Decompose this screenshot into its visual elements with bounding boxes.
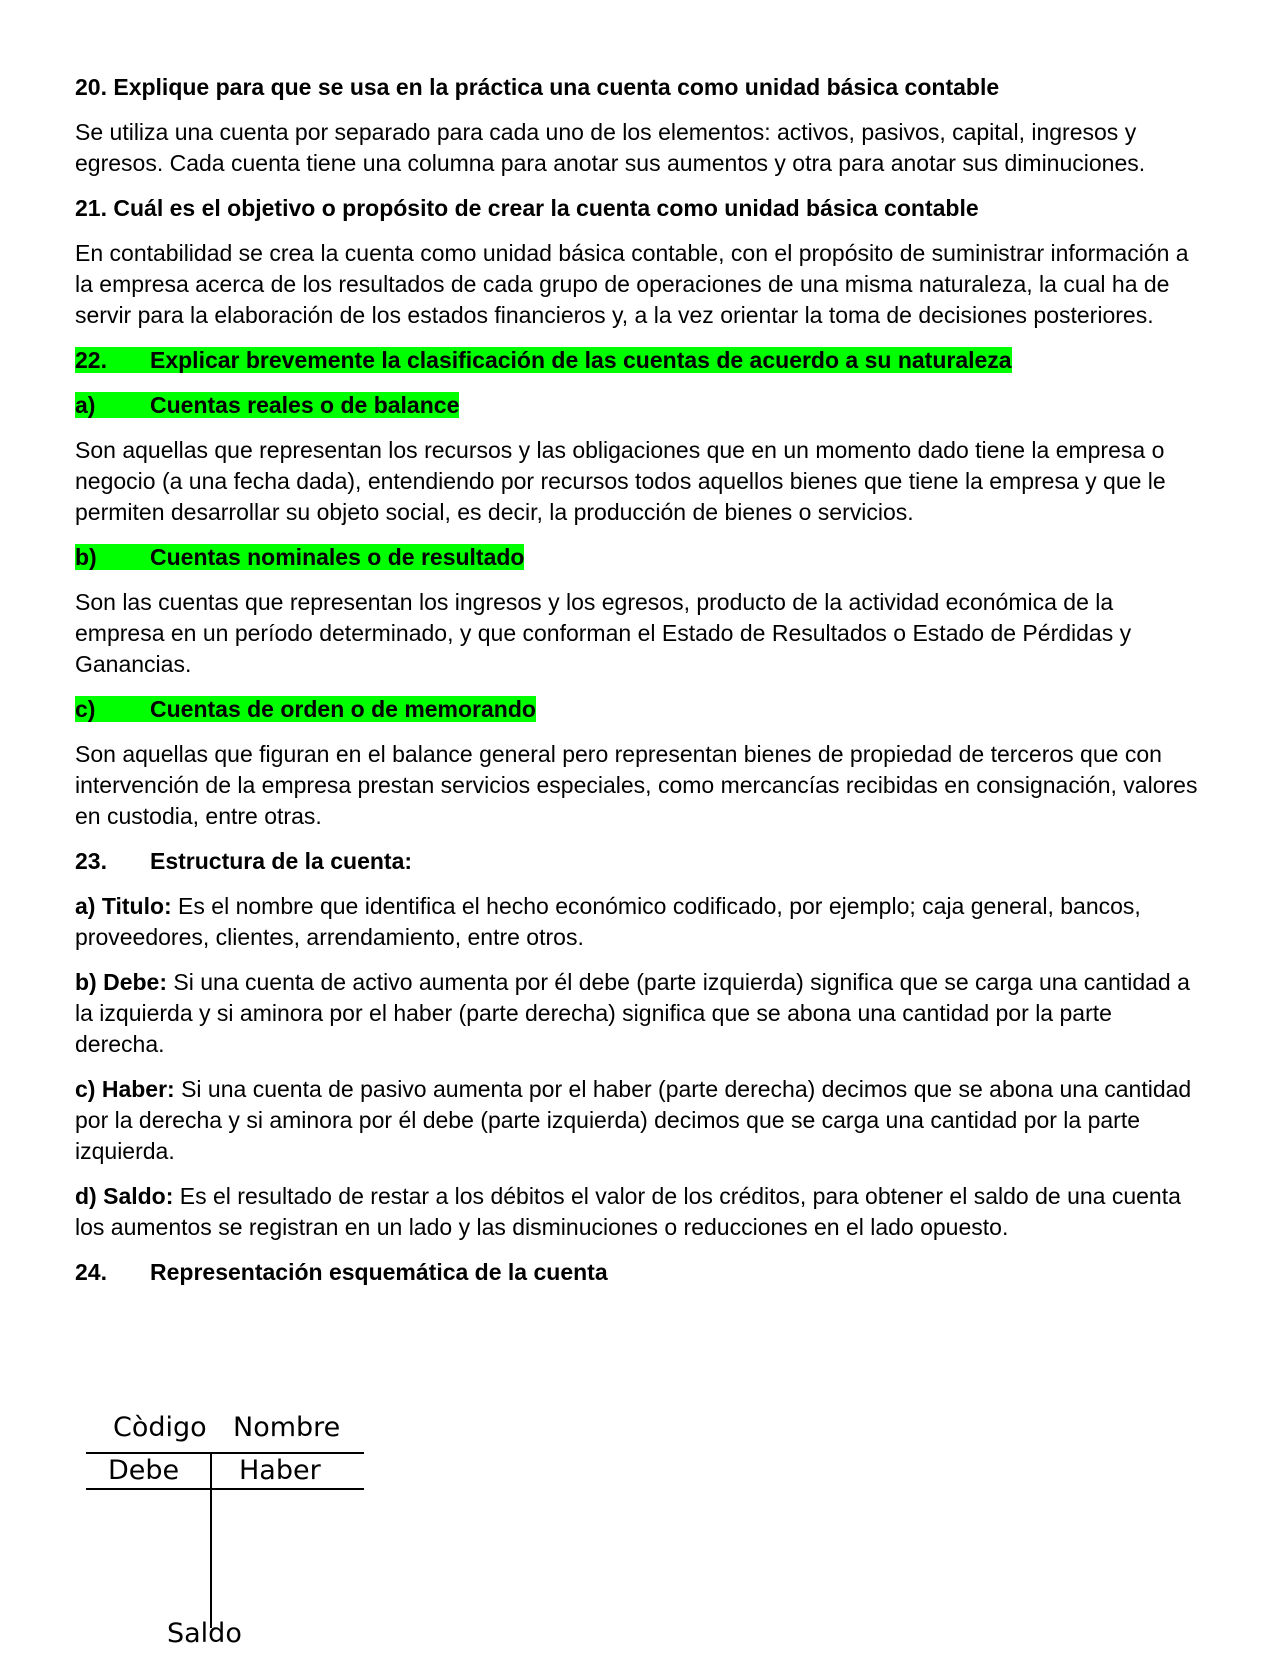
question-20-title: 20. Explique para que se usa en la práctica una cuenta como unidad básica contable bbox=[75, 74, 1000, 100]
question-23-heading: Estructura de la cuenta: bbox=[150, 848, 413, 874]
structure-haber-label: c) Haber: bbox=[75, 1076, 175, 1102]
section-b-title: Cuentas nominales o de resultado bbox=[150, 544, 525, 570]
question-20-answer: Se utiliza una cuenta por separado para cada uno de los elementos: activos, pasivos, capital, ingresos y egresos. Cada cuenta tiene una columna para anotar sus aumentos y otra para anotar sus diminuciones. bbox=[75, 119, 1146, 176]
question-22-heading: Explicar brevemente la clasificación de las cuentas de acuerdo a su naturaleza bbox=[150, 347, 1012, 373]
section-b-letter: b) bbox=[75, 544, 97, 570]
structure-debe-text: Si una cuenta de activo aumenta por él debe (parte izquierda) significa que se carga una cantidad a la izquierda y si aminora por el haber (parte derecha) significa que se abona una cantidad por la parte derecha. bbox=[75, 969, 1190, 1057]
structure-titulo-text: Es el nombre que identifica el hecho económico codificado, por ejemplo; caja general, bancos, proveedores, clientes, arrendamiento, entre otros. bbox=[75, 893, 1141, 950]
diagram-top-line bbox=[86, 1452, 364, 1454]
section-a-title: Cuentas reales o de balance bbox=[150, 392, 460, 418]
document-page bbox=[75, 72, 1205, 1302]
t-account-diagram bbox=[84, 1412, 374, 1652]
structure-saldo-text: Es el resultado de restar a los débitos el valor de los créditos, para obtener el saldo de una cuenta los aumentos se registran en un lado y las disminuciones o reducciones en el lado opuesto. bbox=[75, 1183, 1181, 1240]
structure-haber-text: Si una cuenta de pasivo aumenta por el haber (parte derecha) decimos que se abona una cantidad por la derecha y si aminora por él debe (parte izquierda) decimos que se carga una cantidad por la parte izquierda. bbox=[75, 1076, 1192, 1164]
question-24-heading: Representación esquemática de la cuenta bbox=[150, 1259, 608, 1285]
section-a-heading bbox=[75, 390, 1205, 421]
structure-debe bbox=[75, 967, 1205, 1060]
section-c-letter: c) bbox=[75, 696, 96, 722]
section-b-heading bbox=[75, 542, 1205, 573]
diagram-nombre-label: Nombre bbox=[233, 1412, 341, 1443]
diagram-vertical-line bbox=[210, 1452, 212, 1628]
diagram-debe-label: Debe bbox=[108, 1455, 180, 1486]
section-c-heading bbox=[75, 694, 1205, 725]
question-21-title: 21. Cuál es el objetivo o propósito de crear la cuenta como unidad básica contable bbox=[75, 195, 979, 221]
structure-saldo-label: d) Saldo: bbox=[75, 1183, 174, 1209]
diagram-saldo-label: Saldo bbox=[167, 1618, 242, 1649]
section-a-letter: a) bbox=[75, 392, 96, 418]
structure-haber bbox=[75, 1074, 1205, 1167]
question-23-title bbox=[75, 846, 1205, 877]
question-22-number: 22. bbox=[75, 347, 107, 373]
question-21-answer: En contabilidad se crea la cuenta como unidad básica contable, con el propósito de suministrar información a la empresa acerca de los resultados de cada grupo de operaciones de una misma naturaleza, la cual ha de servir para la elaboración de los estados financieros y, a la vez orientar la toma de decisiones posteriores. bbox=[75, 240, 1189, 328]
structure-debe-label: b) Debe: bbox=[75, 969, 167, 995]
section-a-text: Son aquellas que representan los recursos y las obligaciones que en un momento dado tiene la empresa o negocio (a una fecha dada), entendiendo por recursos todos aquellos bienes que tiene la empresa y que le permiten desarrollar su objeto social, es decir, la producción de bienes o servicios. bbox=[75, 437, 1166, 525]
structure-titulo-label: a) Titulo: bbox=[75, 893, 172, 919]
question-23-number: 23. bbox=[75, 848, 107, 874]
diagram-haber-label: Haber bbox=[239, 1455, 321, 1486]
section-b-text: Son las cuentas que representan los ingresos y los egresos, producto de la actividad económica de la empresa en un período determinado, y que conforman el Estado de Resultados o Estado de Pérdidas y Ganancias. bbox=[75, 589, 1132, 677]
question-22-title bbox=[75, 345, 1205, 376]
structure-saldo bbox=[75, 1181, 1205, 1243]
section-c-title: Cuentas de orden o de memorando bbox=[150, 696, 536, 722]
section-c-text: Son aquellas que figuran en el balance general pero representan bienes de propiedad de terceros que con intervención de la empresa prestan servicios especiales, como mercancías recibidas en consignación, valores en custodia, entre otras. bbox=[75, 741, 1198, 829]
diagram-header-line bbox=[86, 1488, 364, 1490]
question-24-number: 24. bbox=[75, 1259, 107, 1285]
diagram-codigo-label: Còdigo bbox=[113, 1412, 207, 1443]
question-24-title bbox=[75, 1257, 1205, 1288]
structure-titulo bbox=[75, 891, 1205, 953]
